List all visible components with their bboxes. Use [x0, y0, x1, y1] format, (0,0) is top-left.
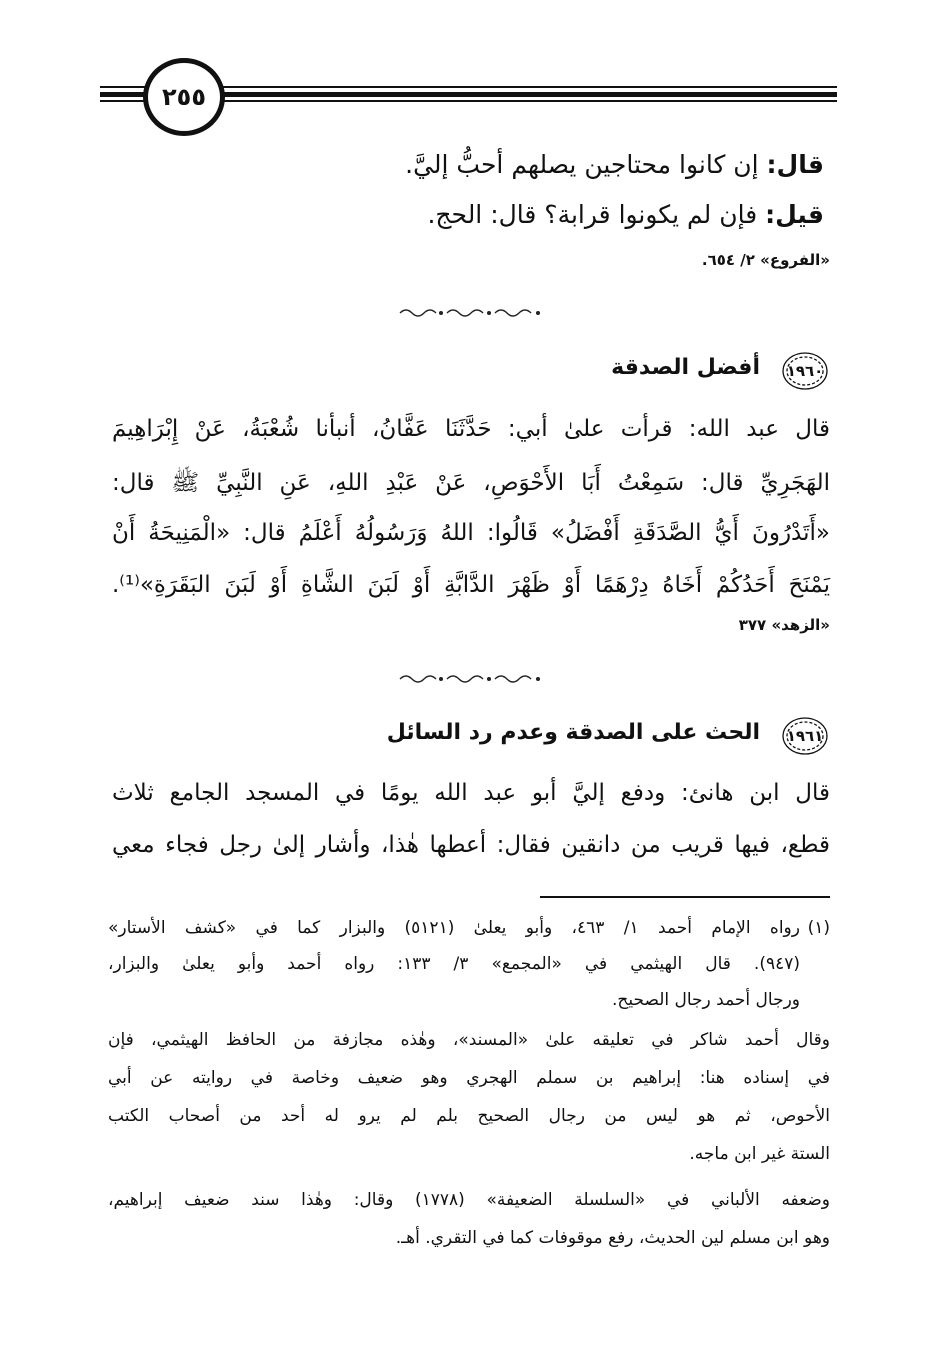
ornament-icon — [395, 673, 545, 685]
footnote-rule — [540, 896, 830, 898]
ornament-icon — [395, 307, 545, 319]
intro-line-2 — [427, 200, 824, 229]
body-line: قطع، فيها قريب من دانقين فقال: أعطها هٰذا، وأشار إلىٰ رجل فجاء معي — [112, 832, 830, 858]
body-line: الهَجَرِيِّ قال: سَمِعْتُ أَبَا الأَحْوَصِ، عَنْ عَبْدِ اللهِ، عَنِ النَّبِيِّ ﷺ قال: — [112, 470, 830, 496]
ornament-divider — [395, 306, 545, 320]
body-line: يَمْنَحَ أَحَدُكُمْ أَخَاهُ دِرْهَمًا أَوْ ظَهْرَ الدَّابَّةِ أَوْ لَبَنَ الشَّاةِ أَوْ لَبَنَ البَقَرَةِ»⁽¹⁾. — [112, 572, 830, 598]
intro-text: فإن لم يكونوا قرابة؟ قال: الحج. — [427, 200, 758, 229]
hadith-number-badge — [780, 349, 830, 393]
section-source: «الزهد» ٣٧٧ — [738, 616, 830, 634]
footnote-line: في إسناده هنا: إبراهيم بن سملم الهجري وهو ضعيف وخاصة في روايته عن أبي — [108, 1068, 830, 1088]
body-line: «أَتَدْرُونَ أَيُّ الصَّدَقَةِ أَفْضَلُ» قَالُوا: اللهُ وَرَسُولُهُ أَعْلَمُ قال: «الْمَنِيحَةُ أَنْ — [112, 520, 830, 546]
hadith-number-badge — [780, 714, 830, 758]
hadith-number: ١٩٦٠ — [786, 362, 824, 380]
body-line: قال عبد الله: قرأت علىٰ أبي: حَدَّثَنَا عَفَّانُ، أنبأنا شُعْبَةُ، عَنْ إِبْرَاهِيمَ — [112, 416, 830, 442]
section-title: الحث على الصدقة وعدم رد السائل — [386, 720, 760, 745]
ornament-divider — [395, 672, 545, 686]
body-line: قال ابن هانئ: ودفع إليَّ أبو عبد الله يومًا في المسجد الجامع ثلاث — [112, 780, 830, 806]
intro-text: إن كانوا محتاجين يصلهم أحبُّ إليَّ. — [405, 150, 759, 179]
section-title: أفضل الصدقة — [611, 355, 760, 380]
footnote-line: (٩٤٧). قال الهيثمي في «المجمع» ٣/ ١٣٣: رواه أحمد وأبو يعلىٰ والبزار، — [108, 954, 800, 974]
intro-line-1 — [405, 150, 824, 179]
intro-source: «الفروع» ٢/ ٦٥٤. — [701, 251, 830, 269]
footnote-line: وقال أحمد شاكر في تعليقه علىٰ «المسند»، وهٰذه مجازفة من الحافظ الهيثمي، فإن — [108, 1030, 830, 1050]
footnote-line: الستة غير ابن ماجه. — [689, 1144, 830, 1164]
footnote-marker: (١) — [807, 918, 830, 938]
footnote-line: رواه الإمام أحمد ١/ ٤٦٣، وأبو يعلىٰ (٥١٢١) والبزار كما في «كشف الأستار» — [108, 918, 800, 938]
footnote-line: وضعفه الألباني في «السلسلة الضعيفة» (١٧٧٨) وقال: وهٰذا سند ضعيف إبراهيم، — [108, 1190, 830, 1210]
speaker-label: قيل: — [765, 200, 824, 229]
footnote-line: وهو ابن مسلم لين الحديث، رفع موقوفات كما في التقري. أهـ. — [395, 1228, 830, 1248]
section-heading-1961 — [118, 714, 830, 758]
speaker-label: قال: — [766, 150, 824, 179]
footnote-line: ورجال أحمد رجال الصحيح. — [611, 990, 800, 1010]
footnote-line: الأحوص، ثم هو ليس من رجال الصحيح بلم لم يرو له أحد من أصحاب الكتب — [108, 1106, 830, 1126]
page-number: ٢٥٥ — [143, 58, 225, 136]
section-heading-1960 — [118, 349, 830, 393]
hadith-number: ١٩٦١ — [786, 727, 824, 745]
